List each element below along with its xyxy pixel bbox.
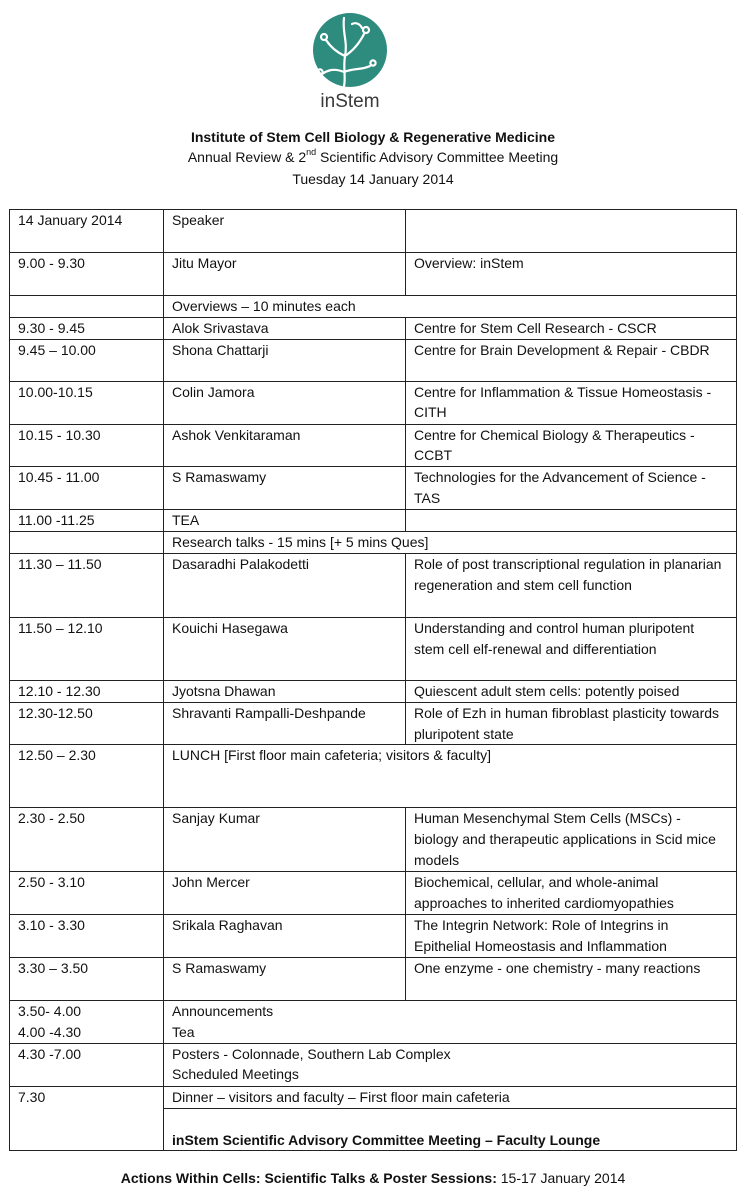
row-speaker: Alok Srivastava xyxy=(164,317,406,339)
table-row xyxy=(10,467,737,510)
table-row xyxy=(10,339,737,381)
row-time-a: 3.50- 4.00 xyxy=(18,1002,82,1019)
table-row xyxy=(10,872,737,915)
row-speaker: Sanjay Kumar xyxy=(164,808,406,872)
sac-meeting-label: inStem Scientific Advisory Committee Meeting – Faculty Lounge xyxy=(172,1131,601,1148)
row-speaker: Kouichi Hasegawa xyxy=(164,617,406,680)
section-label: Overviews – 10 minutes each xyxy=(164,296,737,318)
table-row xyxy=(10,1086,737,1151)
row-speaker: Dasaradhi Palakodetti xyxy=(164,553,406,617)
row-time: 9.30 - 9.45 xyxy=(10,317,164,339)
table-row xyxy=(10,808,737,872)
row-time: 12.10 - 12.30 xyxy=(10,680,164,702)
table-row xyxy=(10,915,737,958)
row-time: 9.45 – 10.00 xyxy=(10,339,164,381)
table-row xyxy=(10,424,737,467)
row-time-b: 4.00 -4.30 xyxy=(18,1023,82,1040)
row-speaker: Jitu Mayor xyxy=(164,253,406,296)
row-speaker: Shravanti Rampalli-Deshpande xyxy=(164,702,406,745)
section-label: Research talks - 15 mins [+ 5 mins Ques] xyxy=(164,531,737,553)
meetings-label: Scheduled Meetings xyxy=(172,1066,299,1083)
schedule-table xyxy=(9,209,737,1151)
footer xyxy=(0,1170,746,1186)
dinner-label: Dinner – visitors and faculty – First floor main cafeteria xyxy=(164,1087,736,1109)
row-time: 10.45 - 11.00 xyxy=(10,467,164,510)
row-topic: Centre for Brain Development & Repair - CBDR xyxy=(406,339,737,381)
row-time: 2.30 - 2.50 xyxy=(10,808,164,872)
row-time: 12.30-12.50 xyxy=(10,702,164,745)
row-time xyxy=(10,531,164,553)
row-topic xyxy=(406,510,737,532)
instem-logo xyxy=(308,12,392,112)
row-time: 3.30 – 3.50 xyxy=(10,957,164,1000)
posters-label: Posters - Colonnade, Southern Lab Complex xyxy=(172,1045,451,1062)
table-header-row xyxy=(10,210,737,253)
table-row xyxy=(10,680,737,702)
row-topic: Biochemical, cellular, and whole-animal approaches to inherited cardiomyopathies xyxy=(406,872,737,915)
row-topic: Centre for Chemical Biology & Therapeutics - CCBT xyxy=(406,424,737,467)
lunch-row xyxy=(10,745,737,808)
header-date: 14 January 2014 xyxy=(10,210,164,253)
row-topic: Human Mesenchymal Stem Cells (MSCs) - biology and therapeutic applications in Scid mice models xyxy=(406,808,737,872)
row-topic: Role of post transcriptional regulation in planarian regeneration and stem cell function xyxy=(406,553,737,617)
meeting-title xyxy=(0,148,746,166)
lunch-label: LUNCH [First floor main cafeteria; visitors & faculty] xyxy=(164,745,737,808)
meeting-title-post: Scientific Advisory Committee Meeting xyxy=(316,149,559,165)
row-topic: Centre for Inflammation & Tissue Homeostasis - CITH xyxy=(406,381,737,424)
row-speaker: Srikala Raghavan xyxy=(164,915,406,958)
row-time: 11.30 – 11.50 xyxy=(10,553,164,617)
meeting-date: Tuesday 14 January 2014 xyxy=(292,171,454,187)
row-speaker: Shona Chattarji xyxy=(164,339,406,381)
table-row xyxy=(10,253,737,296)
row-topic: Role of Ezh in human fibroblast plasticity towards pluripotent state xyxy=(406,702,737,745)
row-time xyxy=(10,1000,164,1043)
row-speaker: S Ramaswamy xyxy=(164,957,406,1000)
row-speaker: John Mercer xyxy=(164,872,406,915)
meeting-title-pre: Annual Review & 2 xyxy=(187,149,307,165)
row-label xyxy=(164,1043,737,1086)
table-row xyxy=(10,702,737,745)
row-time: 10.15 - 10.30 xyxy=(10,424,164,467)
section-row xyxy=(10,531,737,553)
meeting-title-sup: nd xyxy=(306,147,317,158)
row-time: 11.50 – 12.10 xyxy=(10,617,164,680)
row-spacer xyxy=(164,1109,736,1130)
row-speaker: Ashok Venkitaraman xyxy=(164,424,406,467)
row-time: 12.50 – 2.30 xyxy=(10,745,164,808)
section-row xyxy=(10,296,737,318)
row-speaker: Colin Jamora xyxy=(164,381,406,424)
row-speaker: S Ramaswamy xyxy=(164,467,406,510)
row-topic: Quiescent adult stem cells: potently poised xyxy=(406,680,737,702)
row-topic: Technologies for the Advancement of Science - TAS xyxy=(406,467,737,510)
row-time: 2.50 - 3.10 xyxy=(10,872,164,915)
row-time: 10.00-10.15 xyxy=(10,381,164,424)
table-row xyxy=(10,317,737,339)
footer-title: Actions Within Cells: Scientific Talks & Poster Sessions: xyxy=(120,1170,497,1186)
announcements-label: Announcements xyxy=(172,1002,274,1019)
row-speaker: TEA xyxy=(164,510,406,532)
table-row xyxy=(10,1000,737,1043)
row-time: 7.30 xyxy=(10,1086,164,1151)
footer-dates: 15-17 January 2014 xyxy=(496,1170,626,1186)
row-time: 9.00 - 9.30 xyxy=(10,253,164,296)
table-row xyxy=(10,553,737,617)
tea-label: Tea xyxy=(172,1023,195,1040)
table-row xyxy=(10,617,737,680)
row-topic: One enzyme - one chemistry - many reactions xyxy=(406,957,737,1000)
row-time: 11.00 -11.25 xyxy=(10,510,164,532)
table-row xyxy=(10,510,737,532)
row-topic: The Integrin Network: Role of Integrins in Epithelial Homeostasis and Inflammation xyxy=(406,915,737,958)
row-topic: Centre for Stem Cell Research - CSCR xyxy=(406,317,737,339)
header-speaker: Speaker xyxy=(164,210,406,253)
row-label xyxy=(164,1086,737,1151)
row-time: 4.30 -7.00 xyxy=(10,1043,164,1086)
table-row xyxy=(10,957,737,1000)
row-topic: Overview: inStem xyxy=(406,253,737,296)
table-row xyxy=(10,1043,737,1086)
header-topic xyxy=(406,210,737,253)
logo-wordmark: inStem xyxy=(320,91,380,112)
institute-title: Institute of Stem Cell Biology & Regenerative Medicine xyxy=(190,129,556,145)
row-time xyxy=(10,296,164,318)
row-time: 3.10 - 3.30 xyxy=(10,915,164,958)
row-topic: Understanding and control human pluripotent stem cell elf-renewal and differentiation xyxy=(406,617,737,680)
row-speaker: Jyotsna Dhawan xyxy=(164,680,406,702)
table-row xyxy=(10,381,737,424)
row-label xyxy=(164,1000,737,1043)
